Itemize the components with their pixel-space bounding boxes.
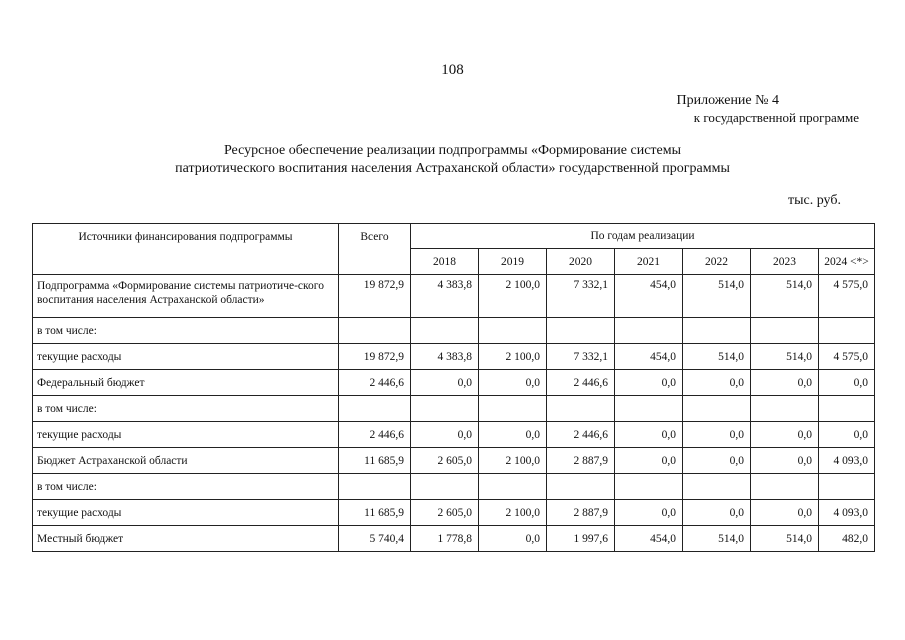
year-value-cell: 0,0 — [411, 422, 479, 448]
year-value-cell: 0,0 — [615, 422, 683, 448]
year-value-cell: 514,0 — [751, 275, 819, 318]
year-value-cell — [819, 396, 875, 422]
year-value-cell: 2 100,0 — [479, 448, 547, 474]
year-value-cell: 0,0 — [819, 370, 875, 396]
table-row — [33, 275, 875, 318]
table-row — [33, 474, 875, 500]
year-value-cell: 0,0 — [615, 370, 683, 396]
year-value-cell: 2 605,0 — [411, 500, 479, 526]
year-value-cell — [819, 318, 875, 344]
year-value-cell: 0,0 — [751, 448, 819, 474]
row-total: 19 872,9 — [339, 344, 411, 370]
year-value-cell: 0,0 — [411, 370, 479, 396]
year-value-cell: 7 332,1 — [547, 275, 615, 318]
table-row — [33, 422, 875, 448]
year-value-cell: 4 575,0 — [819, 344, 875, 370]
year-value-cell: 514,0 — [751, 344, 819, 370]
header-year: 2020 — [547, 249, 615, 275]
year-value-cell — [615, 318, 683, 344]
year-value-cell: 514,0 — [683, 275, 751, 318]
header-year: 2018 — [411, 249, 479, 275]
header-years: По годам реализации — [411, 224, 875, 249]
year-value-cell: 4 575,0 — [819, 275, 875, 318]
header-year: 2019 — [479, 249, 547, 275]
resource-table — [32, 223, 875, 552]
year-value-cell: 0,0 — [683, 422, 751, 448]
year-value-cell — [615, 396, 683, 422]
year-value-cell — [819, 474, 875, 500]
year-value-cell: 2 605,0 — [411, 448, 479, 474]
year-value-cell: 514,0 — [683, 526, 751, 552]
year-value-cell: 514,0 — [683, 344, 751, 370]
row-total: 11 685,9 — [339, 500, 411, 526]
row-total — [339, 474, 411, 500]
year-value-cell: 4 093,0 — [819, 500, 875, 526]
year-value-cell — [411, 474, 479, 500]
year-value-cell: 4 093,0 — [819, 448, 875, 474]
row-label: Подпрограмма «Формирование системы патриотиче-ского воспитания населения Астраханской области» — [33, 275, 339, 318]
table-row — [33, 526, 875, 552]
year-value-cell: 454,0 — [615, 344, 683, 370]
year-value-cell: 2 100,0 — [479, 500, 547, 526]
year-value-cell — [615, 474, 683, 500]
row-label: в том числе: — [33, 396, 339, 422]
table-row — [33, 396, 875, 422]
row-total — [339, 396, 411, 422]
row-label: Местный бюджет — [33, 526, 339, 552]
year-value-cell — [751, 396, 819, 422]
appendix-title: Приложение № 4 — [676, 93, 779, 108]
year-value-cell — [683, 474, 751, 500]
year-value-cell: 0,0 — [683, 370, 751, 396]
year-value-cell — [683, 318, 751, 344]
year-value-cell — [547, 474, 615, 500]
units-label: тыс. руб. — [788, 193, 841, 208]
table-body — [33, 275, 875, 552]
year-value-cell: 0,0 — [479, 526, 547, 552]
year-value-cell: 0,0 — [615, 500, 683, 526]
header-year: 2021 — [615, 249, 683, 275]
title-line-2: патриотического воспитания населения Астраханской области» государственной программы — [175, 161, 730, 176]
year-value-cell — [479, 474, 547, 500]
year-value-cell: 4 383,8 — [411, 344, 479, 370]
year-value-cell: 0,0 — [819, 422, 875, 448]
year-value-cell: 2 446,6 — [547, 422, 615, 448]
year-value-cell: 514,0 — [751, 526, 819, 552]
year-value-cell — [547, 396, 615, 422]
year-value-cell — [683, 396, 751, 422]
year-value-cell: 0,0 — [683, 448, 751, 474]
year-value-cell: 482,0 — [819, 526, 875, 552]
year-value-cell: 2 887,9 — [547, 448, 615, 474]
table-row — [33, 448, 875, 474]
year-value-cell: 0,0 — [751, 370, 819, 396]
row-label: текущие расходы — [33, 500, 339, 526]
page-number: 108 — [441, 62, 464, 78]
row-label: в том числе: — [33, 474, 339, 500]
year-value-cell: 0,0 — [683, 500, 751, 526]
title-line-1: Ресурсное обеспечение реализации подпрограммы «Формирование системы — [223, 143, 682, 158]
year-value-cell: 454,0 — [615, 275, 683, 318]
year-value-cell: 1 997,6 — [547, 526, 615, 552]
row-label: Бюджет Астраханской области — [33, 448, 339, 474]
header-year: 2024 <*> — [819, 249, 875, 275]
row-label: текущие расходы — [33, 344, 339, 370]
year-value-cell: 1 778,8 — [411, 526, 479, 552]
year-value-cell — [547, 318, 615, 344]
year-value-cell — [479, 396, 547, 422]
row-label: в том числе: — [33, 318, 339, 344]
year-value-cell: 0,0 — [751, 422, 819, 448]
table-row — [33, 500, 875, 526]
year-value-cell: 0,0 — [751, 500, 819, 526]
year-value-cell: 0,0 — [479, 370, 547, 396]
row-total: 2 446,6 — [339, 370, 411, 396]
year-value-cell: 0,0 — [615, 448, 683, 474]
year-value-cell: 2 100,0 — [479, 275, 547, 318]
row-total — [339, 318, 411, 344]
year-value-cell: 0,0 — [479, 422, 547, 448]
year-value-cell: 4 383,8 — [411, 275, 479, 318]
row-label: Федеральный бюджет — [33, 370, 339, 396]
table-row — [33, 344, 875, 370]
year-value-cell: 2 446,6 — [547, 370, 615, 396]
row-total: 11 685,9 — [339, 448, 411, 474]
document-title — [0, 142, 905, 178]
year-value-cell — [751, 474, 819, 500]
year-value-cell: 2 887,9 — [547, 500, 615, 526]
row-label: текущие расходы — [33, 422, 339, 448]
header-source: Источники финансирования подпрограммы — [33, 224, 339, 275]
header-total: Всего — [339, 224, 411, 275]
year-value-cell — [411, 396, 479, 422]
year-value-cell — [411, 318, 479, 344]
year-value-cell: 2 100,0 — [479, 344, 547, 370]
year-value-cell — [751, 318, 819, 344]
row-total: 5 740,4 — [339, 526, 411, 552]
row-total: 19 872,9 — [339, 275, 411, 318]
header-year: 2023 — [751, 249, 819, 275]
table-row — [33, 318, 875, 344]
year-value-cell: 7 332,1 — [547, 344, 615, 370]
header-year: 2022 — [683, 249, 751, 275]
year-value-cell: 454,0 — [615, 526, 683, 552]
table-row — [33, 370, 875, 396]
year-value-cell — [479, 318, 547, 344]
appendix-subtitle: к государственной программе — [693, 110, 859, 125]
row-total: 2 446,6 — [339, 422, 411, 448]
